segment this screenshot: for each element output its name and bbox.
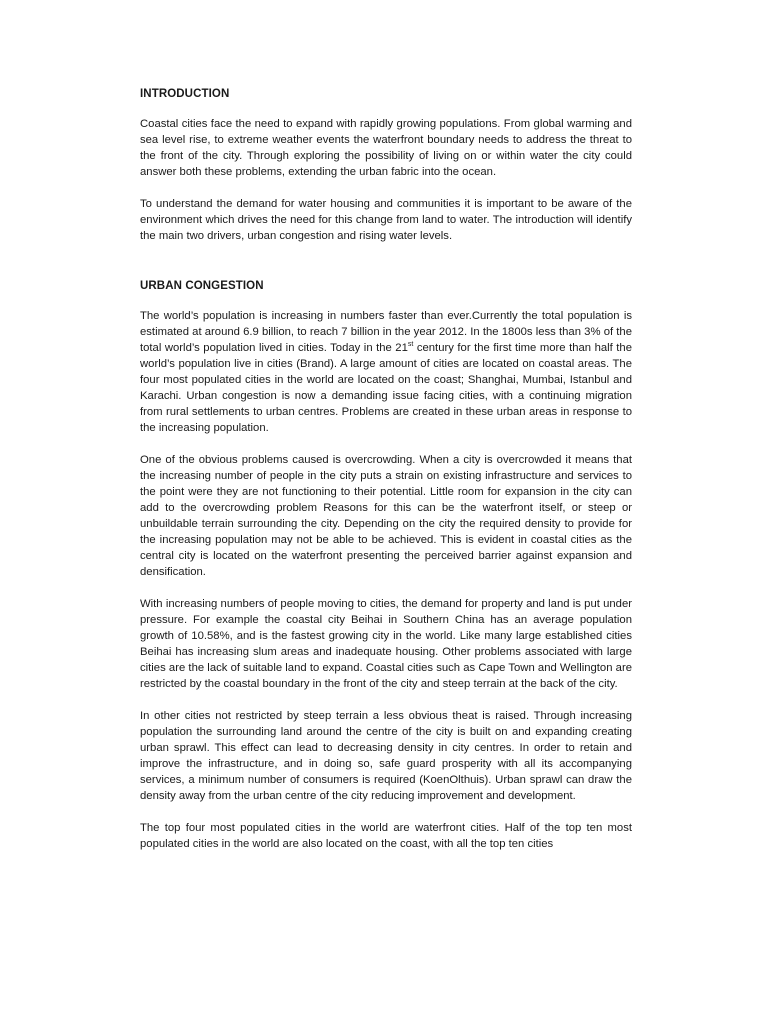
urban-paragraph-4: In other cities not restricted by steep terrain a less obvious theat is raised. Through increasing population the surrounding land around the centre of the city is built on and expanding creating urban sprawl. This effect can lead to decreasing density in city centres. In order to retain and improve the infrastructure, and in doing so, safe guard prosperity with all its accompanying services, a minimum number of consumers is required (KoenOlthuis). Urban sprawl can draw the density away from the urban centre of the city reducing improvement and development. (140, 710, 632, 802)
urban-paragraph-1-text-b: century for the first time more than half the world’s population live in cities (Brand). A large amount of cities are located on coastal areas. The four most populated cities in the world are located on the coast; Shanghai, Mumbai, Istanbul and Karachi. Urban congestion is now a demanding issue facing cities, with a continuing migration from rural settlements to urban centres. Problems are created in these urban areas in response to the increasing population. (140, 342, 632, 434)
section-heading-introduction: INTRODUCTION (140, 88, 230, 100)
section-spacer (140, 260, 632, 278)
urban-paragraph-1 (140, 308, 632, 436)
urban-paragraph-1-text-a: The world’s population is increasing in numbers faster than ever.Currently the total population is estimated at around 6.9 billion, to reach 7 billion in the year 2012. In the 1800s less than 3% of the total world’s population lived in cities. Today in the 21 (140, 310, 632, 354)
ordinal-superscript: st (407, 341, 414, 349)
urban-paragraph-3: With increasing numbers of people moving to cities, the demand for property and land is put under pressure. For example the coastal city Beihai in Southern China has an average population growth of 10.58%, and is the fastest growing city in the world. Like many large established cities Beihai has increasing slum areas and inadequate housing. Other problems associated with large cities are the lack of suitable land to expand. Coastal cities such as Cape Town and Wellington are restricted by the coastal boundary in the front of the city and steep terrain at the back of the city. (140, 598, 632, 690)
document-page (140, 86, 632, 868)
urban-paragraph-5: The top four most populated cities in the world are waterfront cities. Half of the top ten most populated cities in the world are also located on the coast, with all the top ten cities (140, 822, 632, 850)
section-heading-urban-congestion: URBAN CONGESTION (140, 280, 264, 292)
urban-paragraph-2: One of the obvious problems caused is overcrowding. When a city is overcrowded it means that the increasing number of people in the city puts a strain on existing infrastructure and services to the point were they are not functioning to their potential. Little room for expansion in the city can add to the overcrowding problem Reasons for this can be the waterfront itself, or steep or unbuildable terrain surrounding the city. Depending on the city the required density to provide for the increasing population may not be able to be achieved. This is evident in coastal cities as the central city is located on the waterfront presenting the perceived barrier against expansion and densification. (140, 454, 632, 578)
intro-paragraph-1: Coastal cities face the need to expand with rapidly growing populations. From global warming and sea level rise, to extreme weather events the waterfront boundary needs to address the threat to the front of the city. Through exploring the possibility of living on or within water the city could answer both these problems, extending the urban fabric into the ocean. (140, 118, 632, 178)
intro-paragraph-2: To understand the demand for water housing and communities it is important to be aware of the environment which drives the need for this change from land to water. The introduction will identify the main two drivers, urban congestion and rising water levels. (140, 198, 632, 242)
